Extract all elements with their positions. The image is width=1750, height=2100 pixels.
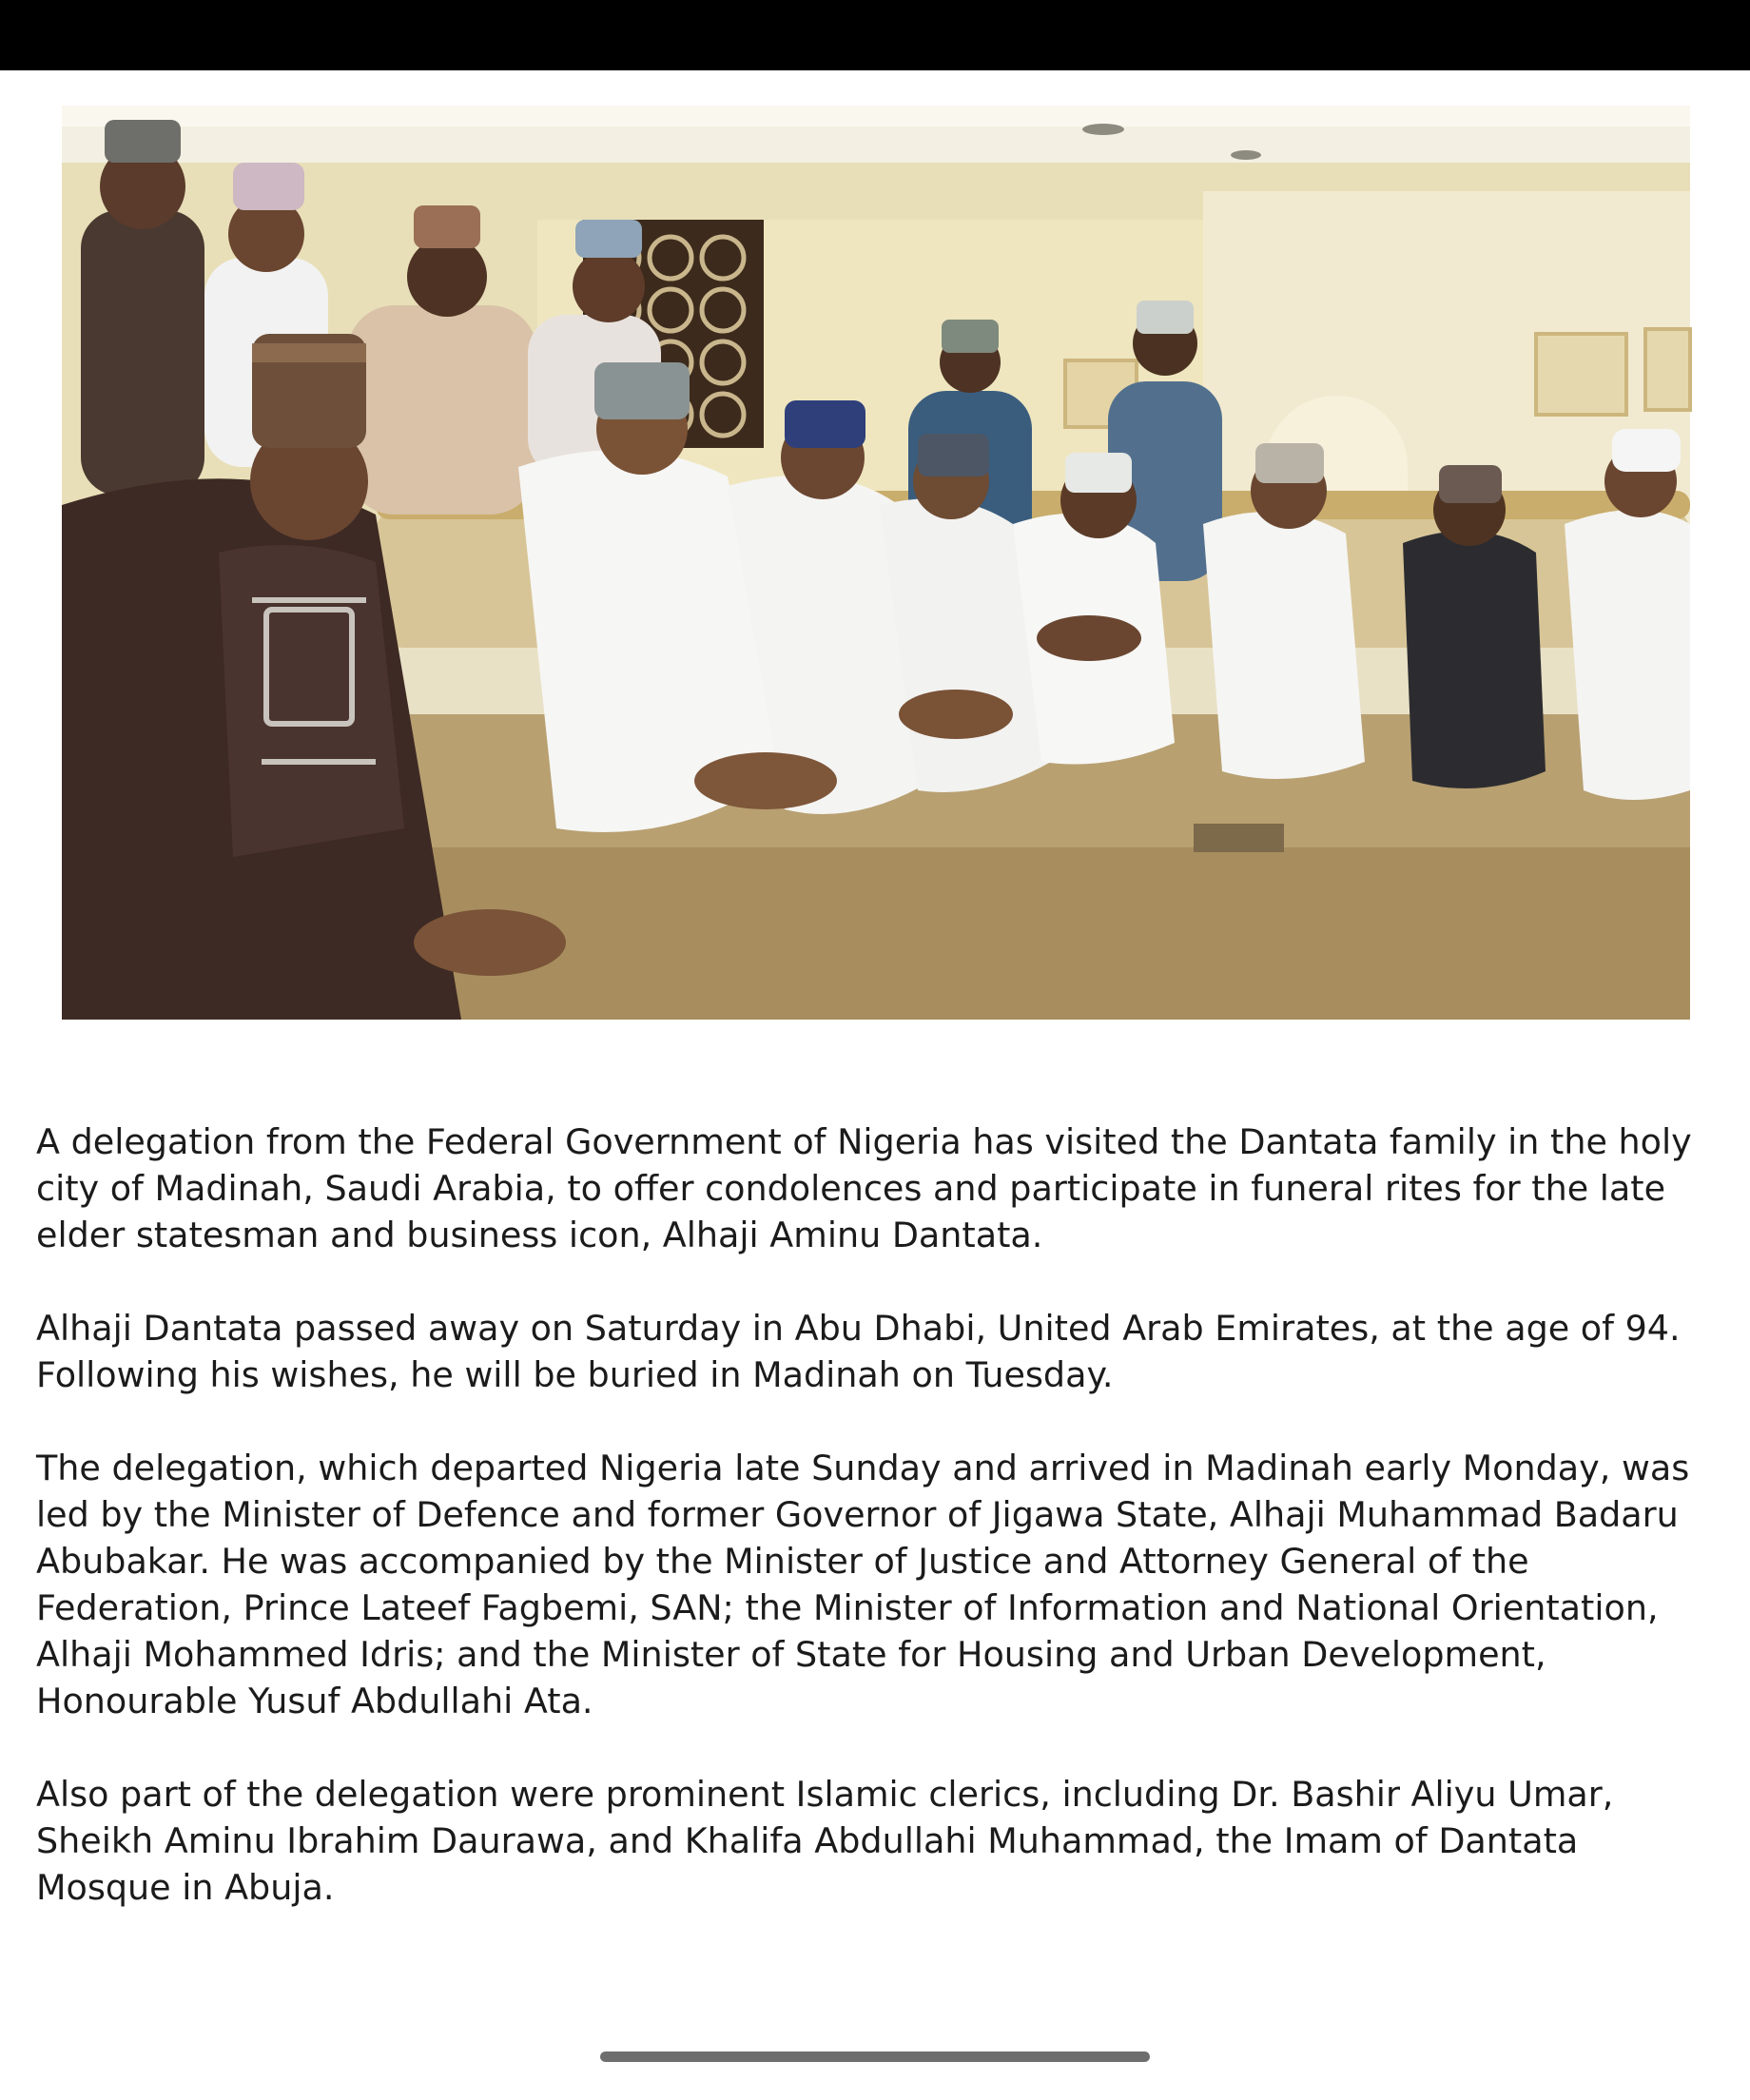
article-paragraph: A delegation from the Federal Government of Nigeria has visited the Dantata family in the holy city of Madinah, Saudi Arabia, to offer condolences and participate in funeral rites for the late elder statesman and business icon, Alhaji Aminu Dantata. [36,1121,1692,1255]
article-paragraph: The delegation, which departed Nigeria late Sunday and arrived in Madinah early Monday, was led by the Minister of Defence and former Governor of Jigawa State, Alhaji Muhammad Badaru Abubakar. He was accompanied by the Minister of Justice and Attorney General of the Federation, Prince Lateef Fagbemi, SAN; the Minister of Information and National Orientation, Alhaji Mohammed Idris; and the Minister of State for Housing and Urban Development, Honourable Yusuf Abdullahi Ata. [36,1448,1690,1721]
article-paragraph: Also part of the delegation were prominent Islamic clerics, including Dr. Bashir Aliyu Umar, Sheikh Aminu Ibrahim Daurawa, and Khalifa Abdullahi Muhammad, the Imam of Dantata Mosque in Abuja. [36,1774,1614,1908]
ceiling-light [1082,124,1124,135]
article-paragraph: Alhaji Dantata passed away on Saturday in Abu Dhabi, United Arab Emirates, at the age of 94. Following his wishes, he will be buried in Madinah on Tuesday. [36,1308,1681,1395]
home-indicator[interactable] [600,2051,1150,2062]
article-photo [62,106,1690,1020]
delegation-prayer-photo [62,106,1690,1020]
status-bar [0,0,1750,70]
ceiling-light [1231,150,1261,160]
wall-frame [1536,334,1626,415]
article-body [36,1118,1720,1908]
